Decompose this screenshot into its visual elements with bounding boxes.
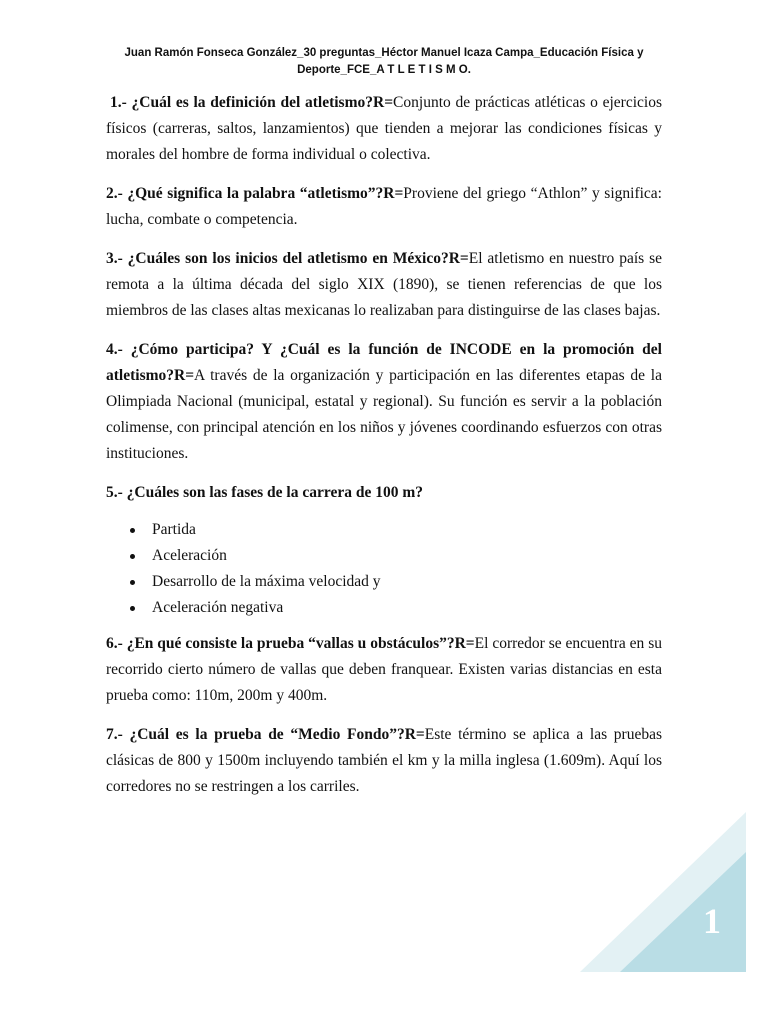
question-4 <box>106 337 662 467</box>
page-corner-decoration <box>580 812 746 972</box>
bullet-icon <box>130 554 135 559</box>
page-header <box>60 45 708 79</box>
page-number: 1 <box>703 901 721 941</box>
question-5 <box>106 480 662 506</box>
header-line-2: Deporte_FCE_A T L E T I S M O. <box>297 64 471 76</box>
list-item <box>106 569 662 595</box>
document-body <box>106 90 662 813</box>
question-3 <box>106 246 662 324</box>
question-text: 6.- ¿En qué consiste la prueba “vallas u obstáculos”?R= <box>106 635 475 652</box>
question-text: 2.- ¿Qué significa la palabra “atletismo”?R= <box>106 185 404 202</box>
list-item <box>106 595 662 621</box>
question-text: 7.- ¿Cuál es la prueba de “Medio Fondo”?R= <box>106 726 425 743</box>
bullet-icon <box>130 528 135 533</box>
header-line-1: Juan Ramón Fonseca González_30 preguntas_Héctor Manuel Icaza Campa_Educación Física y <box>124 47 644 59</box>
list-item <box>106 517 662 543</box>
phases-list <box>106 517 662 621</box>
question-2 <box>106 181 662 233</box>
question-7 <box>106 722 662 800</box>
question-1 <box>106 90 662 168</box>
answer-text: Este término se aplica a las pruebas clásicas de 800 y 1500m incluyendo también el km y la milla inglesa (1.609m). Aquí los corredores no se restringen a los carriles. <box>106 726 662 795</box>
question-6 <box>106 631 662 709</box>
answer-text: El atletismo en nuestro país se remota a la última década del siglo XIX (1890), se tienen referencias de que los miembros de las clases altas mexicanas lo realizaban para distinguirse de las clases bajas. <box>106 250 662 319</box>
answer-text: Conjunto de prácticas atléticas o ejercicios físicos (carreras, saltos, lanzamientos) que tienden a mejorar las condiciones físicas y morales del hombre de forma individual o colectiva. <box>106 94 662 163</box>
list-item-text: Desarrollo de la máxima velocidad y <box>152 573 381 590</box>
list-item-text: Partida <box>152 521 196 538</box>
bullet-icon <box>130 580 135 585</box>
list-item-text: Aceleración <box>152 547 227 564</box>
list-item-text: Aceleración negativa <box>152 599 284 616</box>
answer-text: A través de la organización y participación en las diferentes etapas de la Olimpiada Nacional (municipal, estatal y regional). Su función es servir a la población colimense, con principal atención en los niños y jóvenes coordinando esfuerzos con otras instituciones. <box>106 367 662 462</box>
bullet-icon <box>130 606 135 611</box>
answer-text: El corredor se encuentra en su recorrido cierto número de vallas que deben franquear. Existen varias distancias en esta prueba como: 110m, 200m y 400m. <box>106 635 662 704</box>
answer-text: Proviene del griego “Athlon” y significa: lucha, combate o competencia. <box>106 185 662 228</box>
list-item <box>106 543 662 569</box>
question-text: 4.- ¿Cómo participa? Y ¿Cuál es la función de INCODE en la promoción del atletismo?R= <box>106 341 662 384</box>
question-text: 1.- ¿Cuál es la definición del atletismo?R= <box>110 94 394 111</box>
question-text: 5.- ¿Cuáles son las fases de la carrera de 100 m? <box>106 484 424 501</box>
question-text: 3.- ¿Cuáles son los inicios del atletismo en México?R= <box>106 250 469 267</box>
